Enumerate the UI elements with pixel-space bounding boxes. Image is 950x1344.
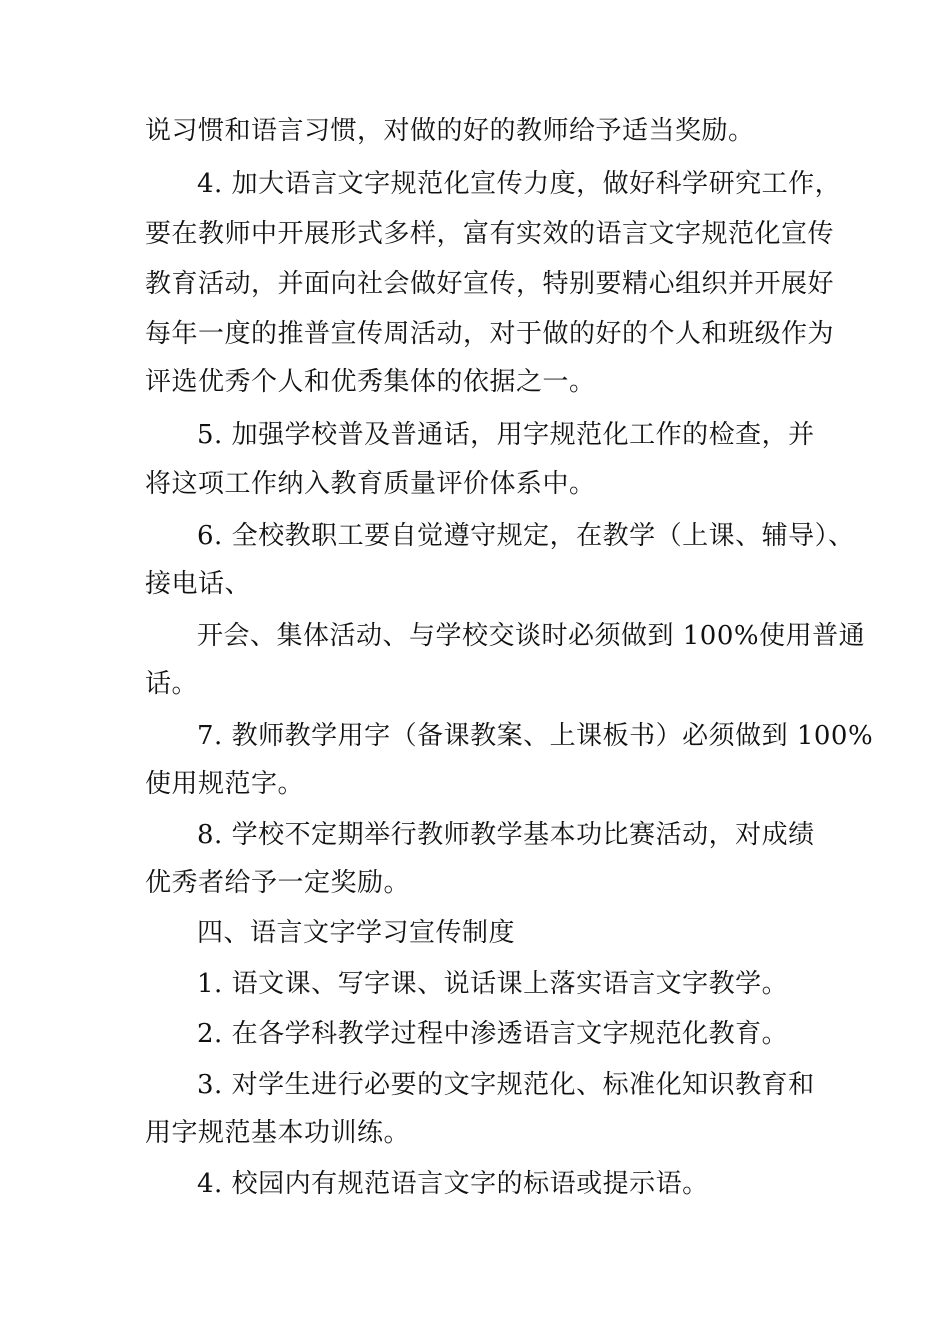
text-line: 话。: [145, 669, 199, 699]
text-line: 8. 学校不定期举行教师教学基本功比赛活动，对成绩: [197, 820, 815, 850]
text-line: 用字规范基本功训练。: [145, 1118, 411, 1148]
text-line: 7. 教师教学用字（备课教案、上课板书）必须做到 100%: [197, 721, 874, 751]
text-line: 每年一度的推普宣传周活动，对于做的好的个人和班级作为: [145, 319, 835, 349]
text-line: 3. 对学生进行必要的文字规范化、标准化知识教育和: [197, 1070, 815, 1100]
text-line: 2. 在各学科教学过程中渗透语言文字规范化教育。: [197, 1019, 789, 1049]
text-line: 教育活动，并面向社会做好宣传，特别要精心组织并开展好: [145, 269, 835, 299]
text-line: 使用规范字。: [145, 769, 305, 799]
text-line: 优秀者给予一定奖励。: [145, 868, 411, 898]
text-line: 开会、集体活动、与学校交谈时必须做到 100%使用普通: [197, 621, 866, 651]
text-line: 1. 语文课、写字课、说话课上落实语言文字教学。: [197, 969, 789, 999]
text-line: 4. 校园内有规范语言文字的标语或提示语。: [197, 1169, 709, 1199]
text-line: 说习惯和语言习惯，对做的好的教师给予适当奖励。: [145, 116, 755, 146]
text-line: 将这项工作纳入教育质量评价体系中。: [145, 469, 596, 499]
text-line: 4. 加大语言文字规范化宣传力度，做好科学研究工作，: [197, 169, 842, 199]
text-line: 6. 全校教职工要自觉遵守规定，在教学（上课、辅导）、: [197, 521, 855, 551]
text-line: 接电话、: [145, 569, 252, 599]
text-line: 要在教师中开展形式多样，富有实效的语言文字规范化宣传: [145, 219, 835, 249]
text-line: 评选优秀个人和优秀集体的依据之一。: [145, 367, 596, 397]
section-heading: 四、语言文字学习宣传制度: [197, 918, 516, 948]
text-line: 5. 加强学校普及普通话，用字规范化工作的检查，并: [197, 420, 815, 450]
